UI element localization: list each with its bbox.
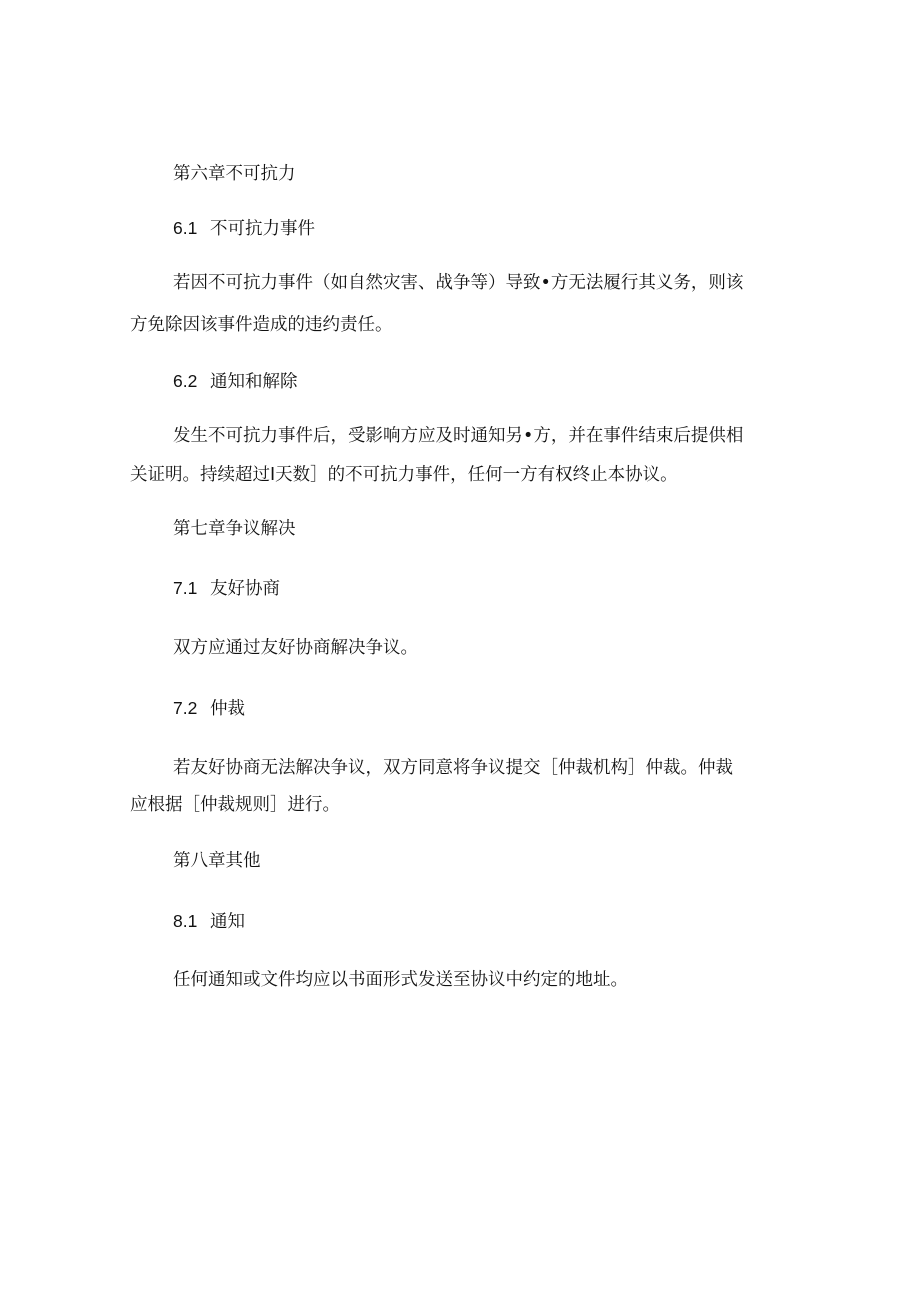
section-title: 友好协商 <box>210 579 280 599</box>
section-6-1-heading <box>0 216 920 241</box>
paragraph-line: 应根据［仲裁规则］进行。 <box>130 795 340 815</box>
section-title: 不可抗力事件 <box>210 219 315 239</box>
chapter-6-title: 第六章不可抗力 <box>173 164 296 184</box>
chapter-7-title: 第七章争议解决 <box>173 519 296 539</box>
section-number: 6.1 <box>173 218 198 238</box>
section-number: 7.2 <box>173 698 198 718</box>
section-number: 6.2 <box>173 371 198 391</box>
section-title: 通知 <box>210 912 245 932</box>
paragraph-line: 若友好协商无法解决争议，双方同意将争议提交［仲裁机构］仲裁。仲裁 <box>173 758 733 778</box>
section-8-1-heading <box>0 909 920 934</box>
section-title: 仲裁 <box>210 699 245 719</box>
chapter-8-title: 第八章其他 <box>173 851 261 871</box>
paragraph-line: 发生不可抗力事件后，受影响方应及时通知另•方，并在事件结束后提供相 <box>173 426 744 446</box>
section-title: 通知和解除 <box>210 372 298 392</box>
section-7-2-heading <box>0 696 920 721</box>
paragraph-line: 若因不可抗力事件（如自然灾害、战争等）导致•方无法履行其义务，则该 <box>173 273 744 293</box>
paragraph-line: 任何通知或文件均应以书面形式发送至协议中约定的地址。 <box>173 970 628 990</box>
section-number: 8.1 <box>173 911 198 931</box>
paragraph-line: 双方应通过友好协商解决争议。 <box>173 638 418 658</box>
section-7-1-heading <box>0 576 920 601</box>
paragraph-line: 关证明。持续超过I天数］的不可抗力事件，任何一方有权终止本协议。 <box>130 465 678 485</box>
section-6-2-heading <box>0 369 920 394</box>
section-number: 7.1 <box>173 578 198 598</box>
paragraph-line: 方免除因该事件造成的违约责任。 <box>130 315 393 335</box>
